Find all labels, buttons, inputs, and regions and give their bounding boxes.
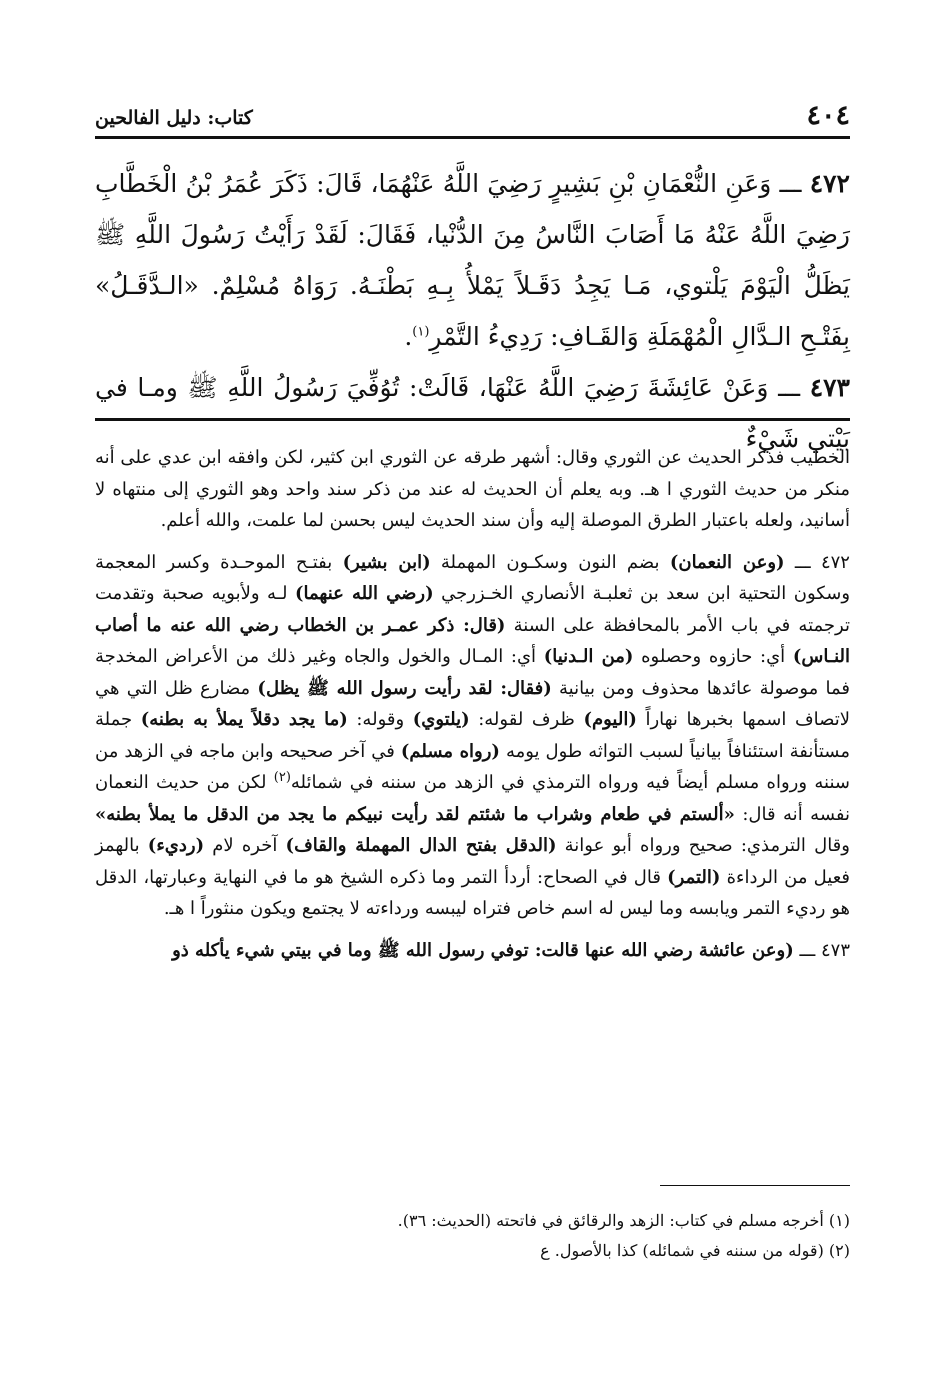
quoted-text: (رواه مسلم) (400, 740, 500, 762)
quoted-text: (التمر) (667, 866, 721, 888)
quoted-text: (وعن النعمان) (669, 551, 785, 573)
quoted-text: (فقال: لقد رأيت رسول الله ﷺ يظل) (257, 677, 552, 699)
book-title: كتاب: دليل الفالحين (95, 107, 253, 129)
commentary-paragraph-1: الخطيب فذكر الحديث عن الثوري وقال: أشهر طرقه عن الثوري ابن كثير، لكن وافقه ابن عدي على أنه منكر من حديث الثوري ا هـ. وبه يعلم أن الحديث له عند من ذكر سند واحد وهو الثوري إلى منتهاه لا أسانيد، ولعله باعتبار الطرق الموصلة إليه وأن سند الحديث ليس بحسن لما علمت، والله أعلم. (95, 447, 850, 531)
explanation-text: أي: حازوه وحصلوه (633, 646, 793, 667)
hadith-body: وَعَنْ عَائِشَةَ رَضِيَ اللَّهُ عَنْهَا، قَالَتْ: تُوُفِّيَ رَسُولُ اللَّهِ ﷺ ومـا في بَيْتي شَيْءٌ (95, 373, 850, 453)
hadith-body: وَعَنِ النُّعْمَانِ بْنِ بَشِيرٍ رَضِيَ اللَّهُ عَنْهُمَا، قَالَ: ذَكَرَ عُمَرُ بْنُ الْخَطَّابِ رَضِيَ اللَّهُ عَنْهُ مَا أَصَابَ النَّاسُ مِنَ الدُّنْيا، فَقَالَ: لَقَدْ رَأَيْتُ رَسُولَ اللَّهِ ﷺ يَظَلُّ الْيَوْمَ يَلْتوي، مَـا يَجِدُ دَقَـلاً يَمْلأُ بِـهِ بَطْنَـهُ. رَوَاهُ مُسْلِمٌ. «الـدَّقَـلُ» بِفَتْـحِ الـدَّالِ الْمُهْمَلَةِ وَالقَـافِ: رَدِيءُ التَّمْرِ (95, 169, 850, 351)
quoted-text: (الدقل بفتح الدال المهملة والقاف) (285, 835, 557, 856)
explanation-text: بالهمز فعيل من الرداءة (95, 835, 850, 888)
explanation-text: وقال الترمذي: صحيح ورواه أبو عوانة (556, 835, 850, 856)
explanation-text: بفتـح الموحـدة وكسر المعجمة وسكون التحتية ابن سعد بن ثعلبـة الأنصاري الخـزرجي (95, 551, 851, 604)
commentary-number: ٤٧٢ ـــ (784, 551, 850, 573)
footnote-ref[interactable]: (٢) (273, 770, 291, 785)
explanation-text: بضم النون وسكـون المهملة (430, 551, 670, 573)
quoted-text: (ما يجد دقلاً يملأ به بطنه) (140, 709, 348, 730)
commentary-paragraph-3 (95, 935, 850, 967)
explanation-text: جملة مستأنفة استئنافاً بيانياً لسبب التواثه طول يومه (95, 709, 850, 762)
explanation-text: ظرف لقوله: (469, 709, 584, 730)
quoted-text: (وعن عائشة رضي الله عنها قالت: توفي رسول الله ﷺ وما في بيتي شيء يأكله ذو (172, 939, 794, 961)
explanation-text: أي: المـال والخول والجاه وغير ذلك من الأعراض المخدجة فما موصولة عائدها محذوف ومن بيانية (95, 646, 850, 699)
commentary-number: ٤٧٣ ـــ (793, 939, 850, 961)
explanation-text: وقوله: (347, 709, 413, 730)
hadith-472 (95, 158, 850, 362)
footnotes (95, 1206, 850, 1266)
hadith-dash: ـــ (768, 373, 810, 402)
page-number: ٤٠٤ (806, 100, 850, 131)
footnote-rule (660, 1185, 850, 1186)
quoted-text: (من الـدنيا) (543, 646, 634, 667)
quoted-text: (اليوم) (583, 709, 637, 730)
quoted-text: (قال: ذكر عمـر بن الخطاب رضي الله عنه ما أصاب النـاس) (95, 614, 851, 667)
quoted-text: «ألستم في طعام وشراب ما شئتم لقد رأيت نبيكم ما يجد من الدقل ما يملأ بطنه» (95, 803, 735, 825)
explanation-text: مضارع ظل التي هي لاتصاف اسمها بخبرها نهاراً (95, 677, 851, 730)
hadith-number: ٤٧٢ (809, 169, 850, 198)
quoted-text: (رضي الله عنهما) (295, 583, 434, 604)
quoted-text: (ابن بشير) (342, 551, 431, 573)
quoted-text: (يلتوي) (412, 709, 470, 730)
commentary-paragraph-2 (95, 547, 850, 925)
explanation-text: لـه ولأبويه صحبة وتقدمت ترجمته في باب الأمر بالمحافظة على السنة (95, 583, 850, 636)
explanation-text: آخره لام (204, 835, 286, 856)
footnote-ref[interactable]: (١) (412, 324, 430, 340)
hadith-tail: . (404, 322, 413, 351)
explanation-text: قال في الصحاح: أردأ التمر وما ذكره الشيخ هو ما في النهاية وعبارتها، الدقل هو رديء التمر ويابسه وما ليس له اسم خاص فتراه ليبسه ورداءته لا يجتمع ويكون منثوراً ا هـ. (95, 866, 850, 919)
explanation-text: في آخر صحيحه وابن ماجه في الزهد من سننه ورواه مسلم أيضاً فيه ورواه الترمذي في الزهد من سننه في شمائله (95, 740, 850, 793)
quoted-text: (رديء) (147, 835, 205, 856)
footnote-2: (٢) (قوله من سننه في شمائله) كذا بالأصول. ع (540, 1241, 850, 1260)
hadith-dash: ـــ (771, 169, 810, 198)
explanation-text: لكن من حديث النعمان نفسه أنه قال: (95, 772, 850, 825)
section-divider (95, 418, 850, 421)
footnote-1: (١) أخرجه مسلم في كتاب: الزهد والرقائق في فاتحته (الحديث: ٣٦). (397, 1211, 850, 1230)
commentary (95, 442, 850, 976)
hadith-number: ٤٧٣ (809, 373, 850, 402)
page-header (95, 92, 850, 139)
